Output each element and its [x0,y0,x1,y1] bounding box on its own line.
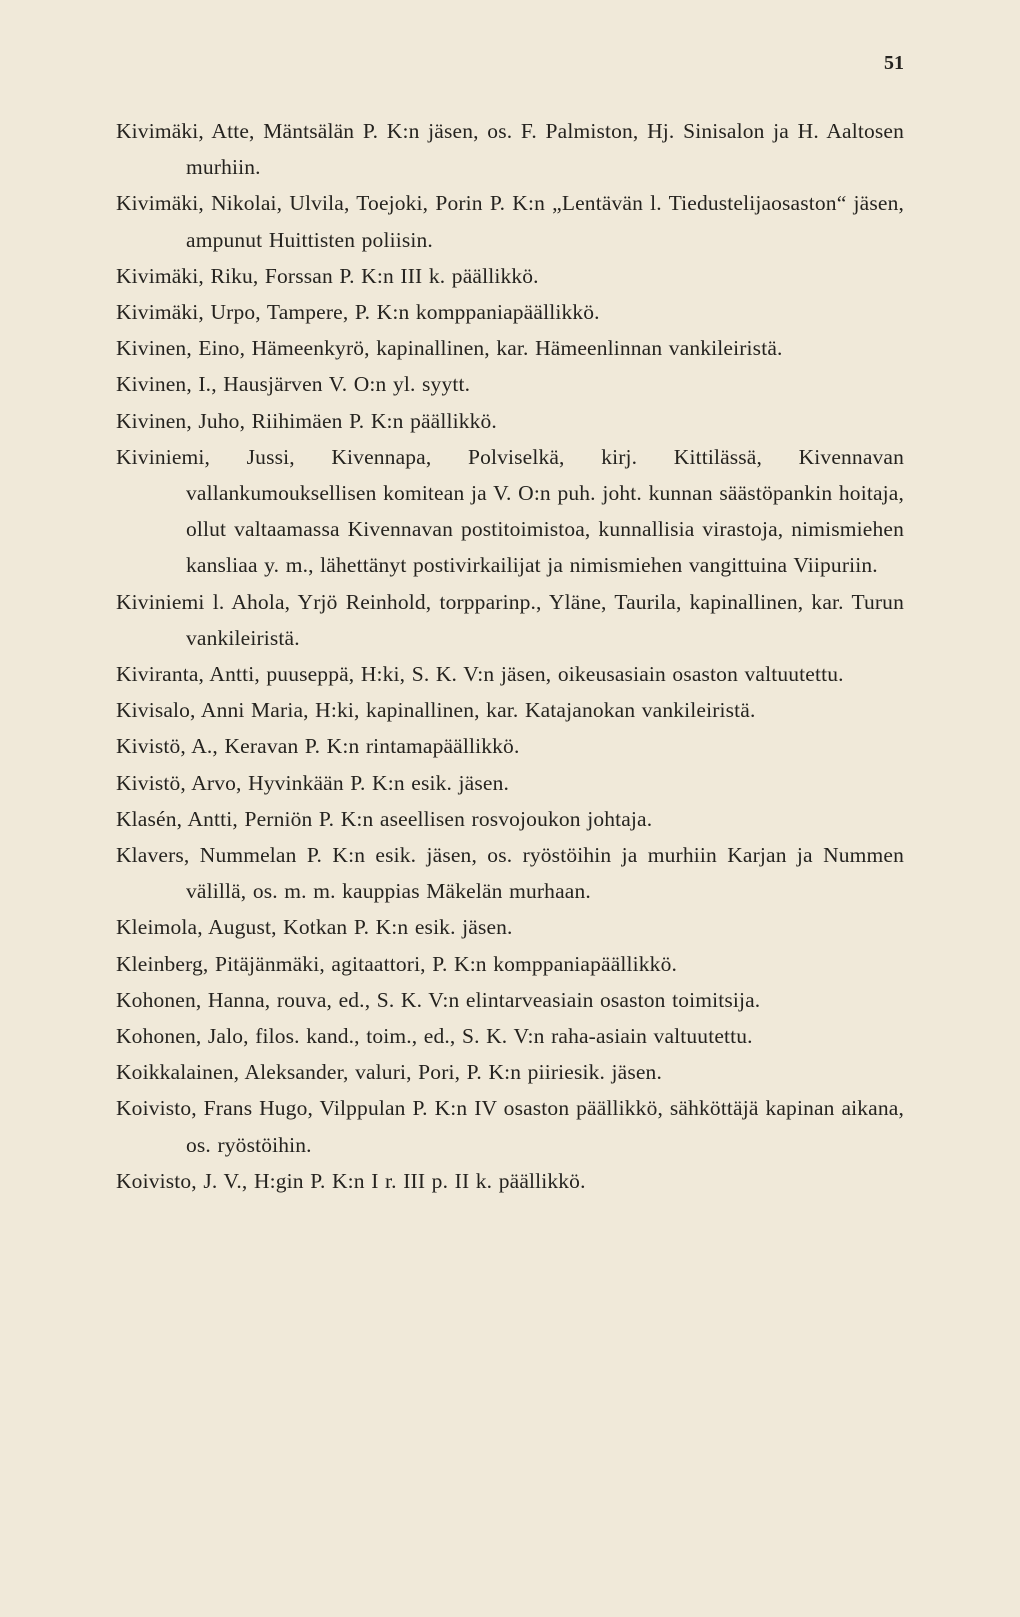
entry-7: Kivinen, Juho, Riihimäen P. K:n päällikkö. [116,408,497,433]
entry-20: Koikkalainen, Aleksander, valuri, Pori, P. K:n piiriesik. jäsen. [116,1060,662,1085]
entry-18: Kohonen, Hanna, rouva, ed., S. K. V:n elintarveasiain osaston toimitsija. [116,987,761,1012]
entry-1: Kivimäki, Atte, Mäntsälän P. K:n jäsen, os. F. Palmiston, Hj. Sinisalon ja H. Aaltosen murhiin. [116,119,904,180]
entry-9: Kiviniemi l. Ahola, Yrjö Reinhold, torpparinp., Yläne, Taurila, kapinallinen, kar. Turun vankileiristä. [116,589,904,650]
entry-2: Kivimäki, Nikolai, Ulvila, Toejoki, Porin P. K:n „Lentävän l. Tiedustelijaosaston“ jäsen, ampunut Huittisten poliisin. [116,191,904,252]
entry-13: Kivistö, Arvo, Hyvinkään P. K:n esik. jäsen. [116,770,510,795]
entry-19: Kohonen, Jalo, filos. kand., toim., ed., S. K. V:n raha-asiain valtuutettu. [116,1024,753,1049]
entry-list [116,113,904,1199]
entry-16: Kleimola, August, Kotkan P. K:n esik. jäsen. [116,915,513,940]
entry-11: Kivisalo, Anni Maria, H:ki, kapinallinen, kar. Katajanokan vankileiristä. [116,698,756,723]
entry-6: Kivinen, I., Hausjärven V. O:n yl. syytt. [116,372,471,397]
entry-5: Kivinen, Eino, Hämeenkyrö, kapinallinen, kar. Hämeenlinnan vankileiristä. [116,336,783,361]
entry-14: Klasén, Antti, Perniön P. K:n aseellisen rosvojoukon johtaja. [116,806,653,831]
entry-10: Kiviranta, Antti, puuseppä, H:ki, S. K. V:n jäsen, oikeusasiain osaston valtuutettu. [116,662,844,687]
entry-12: Kivistö, A., Keravan P. K:n rintamapäällikkö. [116,734,520,759]
entry-15: Klavers, Nummelan P. K:n esik. jäsen, os. ryöstöihin ja murhiin Karjan ja Nummen välillä, os. m. m. kauppias Mäkelän murhaan. [116,843,904,904]
entry-8: Kiviniemi, Jussi, Kivennapa, Polviselkä, kirj. Kittilässä, Kivennavan vallankumouksellisen komitean ja V. O:n puh. joht. kunnan säästöpankin hoitaja, ollut valtaamassa Kivennavan postitoimistoa, kunnallisia virastoja, nimismiehen kansliaa y. m., lähettänyt postivirkailijat ja nimismiehen vangittuina Viipuriin. [116,444,904,578]
entry-4: Kivimäki, Urpo, Tampere, P. K:n komppaniapäällikkö. [116,300,600,325]
page-number: 51 [884,52,904,74]
entry-3: Kivimäki, Riku, Forssan P. K:n III k. päällikkö. [116,263,539,288]
entry-17: Kleinberg, Pitäjänmäki, agitaattori, P. K:n komppaniapäällikkö. [116,951,677,976]
entry-21: Koivisto, Frans Hugo, Vilppulan P. K:n IV osaston päällikkö, sähköttäjä kapinan aikana, os. ryöstöihin. [116,1096,904,1157]
entry-22: Koivisto, J. V., H:gin P. K:n I r. III p. II k. päällikkö. [116,1168,586,1193]
